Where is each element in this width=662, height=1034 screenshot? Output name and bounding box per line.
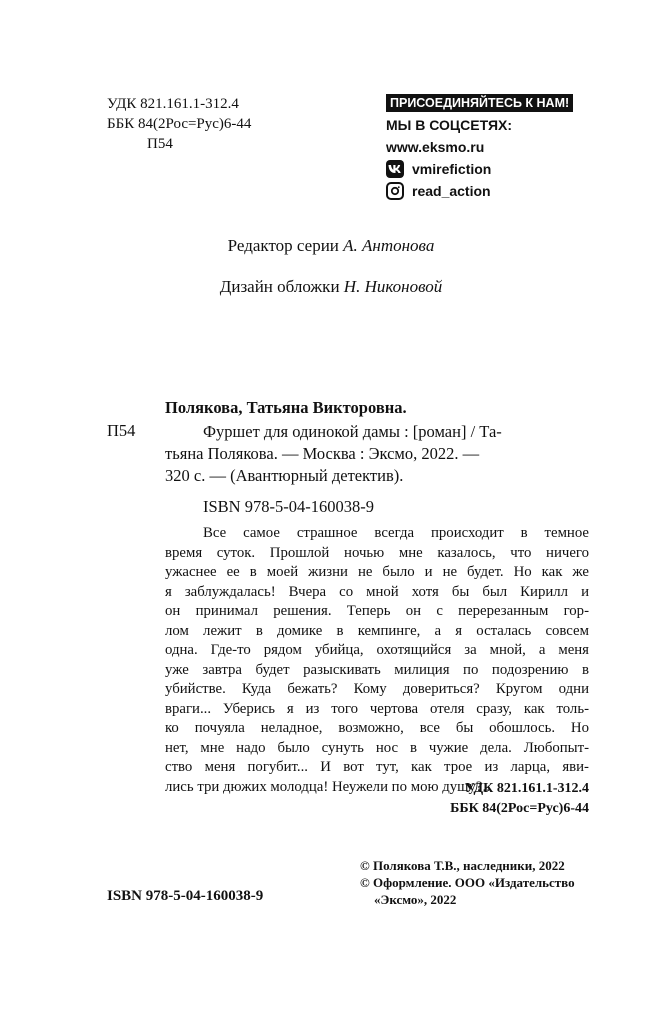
annotation-line: ство меня погубит... И вот тут, как трое из ларца, яви- [165, 759, 589, 775]
annotation-line: уже завтра будет разыскивать милиция по подозрению в [165, 661, 589, 678]
vk-line[interactable] [386, 158, 596, 180]
cover-design-credit [0, 277, 662, 297]
card-author: Полякова, Татьяна Викторовна. [165, 398, 407, 417]
instagram-handle: read_action [412, 183, 491, 199]
copyright-block [360, 857, 592, 908]
annotation-line: он принимал решения. Теперь он с перерезанным гор- [165, 603, 589, 619]
annotation-line: ужаснее ее в моей жизни не было и не будет. Но как же [165, 564, 589, 580]
bbk-code-bottom: ББК 84(2Рос=Рус)6-44 [450, 801, 589, 816]
annotation-line: ко почуяла неладное, возможно, все бы обошлось. Но [165, 720, 589, 736]
instagram-line[interactable] [386, 180, 596, 202]
author-mark: П54 [147, 136, 173, 152]
udk-code: УДК 821.161.1-312.4 [107, 96, 239, 112]
series-editor-credit [0, 236, 662, 256]
instagram-icon [386, 182, 404, 200]
copyright-design: © Оформление. ООО «Издательство [360, 875, 575, 890]
card-line: тьяна Полякова. — Москва : Эксмо, 2022. — [165, 444, 480, 463]
isbn-bottom: ISBN 978-5-04-160038-9 [107, 888, 264, 904]
annotation-line: Все самое страшное всегда происходит в темное [203, 525, 589, 541]
editor-name: А. Антонова [343, 236, 435, 255]
annotation [165, 524, 589, 797]
copyright-author: © Полякова Т.В., наследники, 2022 [360, 858, 565, 873]
classification-bottom [400, 779, 589, 819]
design-label: Дизайн обложки [219, 277, 344, 296]
social-heading: МЫ В СОЦСЕТЯХ: [386, 117, 513, 133]
design-name: Н. Никоновой [343, 277, 443, 296]
card-line: Фуршет для одинокой дамы : [роман] / Та- [203, 422, 502, 441]
udk-code-bottom: УДК 821.161.1-312.4 [464, 781, 589, 796]
copyright-design-cont: «Эксмо», 2022 [374, 892, 457, 907]
annotation-line: лом лежит в домике в кемпинге, а я осталась совсем [165, 622, 589, 639]
annotation-line: нет, мне надо было сунуть нос в чужие дела. Любопыт- [165, 739, 589, 756]
join-us-banner: ПРИСОЕДИНЯЙТЕСЬ К НАМ! [386, 94, 573, 112]
social-block [386, 94, 596, 202]
annotation-line: одна. Где-то рядом убийца, охотящийся за мной, а меня [165, 642, 589, 658]
annotation-line: время суток. Прошлой ночью мне казалось, что ничего [165, 544, 589, 561]
annotation-line: я заблуждалась! Вчера со мной хотя бы был Кирилл и [165, 583, 589, 600]
card-code: П54 [107, 421, 136, 440]
vk-icon [386, 160, 404, 178]
vk-handle: vmirefiction [412, 161, 492, 177]
annotation-line: убийстве. Куда бежать? Кому довериться? Кругом одни [165, 681, 589, 697]
card-isbn: ISBN 978-5-04-160038-9 [203, 497, 374, 516]
card-line: 320 с. — (Авантюрный детектив). [165, 466, 404, 485]
annotation-line: враги... Уберись я из того чертова отеля сразу, как толь- [165, 700, 589, 717]
classification-block [107, 94, 251, 154]
annotation-line: лись три дюжих молодца! Неужели по мою душу?.. [165, 778, 490, 795]
editor-label: Редактор серии [227, 236, 344, 255]
bbk-code: ББК 84(2Рос=Рус)6-44 [107, 116, 252, 132]
site-link[interactable]: www.eksmo.ru [386, 139, 485, 155]
